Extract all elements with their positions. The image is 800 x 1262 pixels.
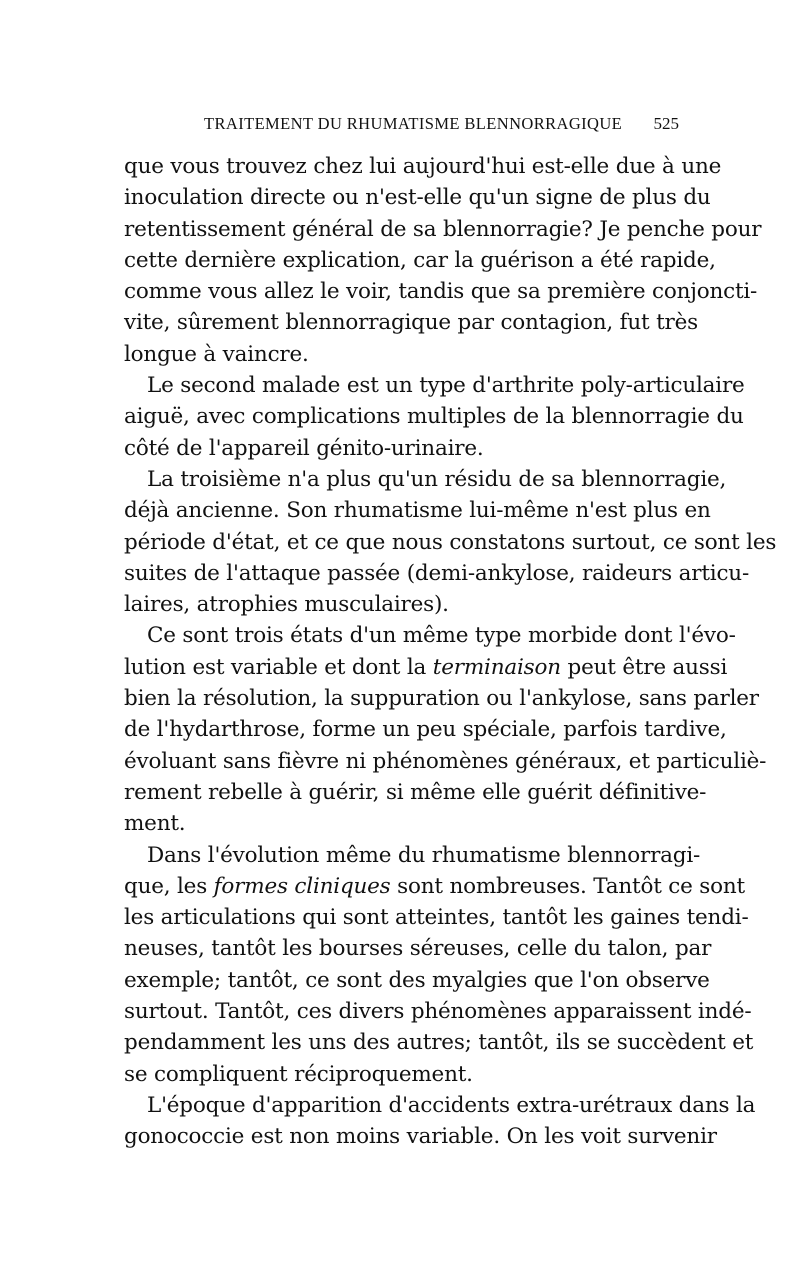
text-line: Dans l'évolution même du rhumatisme blennorragi- (147, 842, 701, 868)
text-fragment: lution est variable et dont la (124, 654, 433, 680)
text-line: pendamment les uns des autres; tantôt, ils se succèdent et (124, 1030, 754, 1056)
text-fragment: peut être aussi (560, 654, 728, 680)
text-line: se compliquent réciproquement. (124, 1061, 473, 1087)
text-line: vite, sûrement blennorragique par contagion, fut très (124, 310, 698, 336)
text-line: L'époque d'apparition d'accidents extra-urétraux dans la (147, 1092, 756, 1118)
text-line: de l'hydarthrose, forme un peu spéciale, parfois tardive, (124, 717, 727, 743)
text-line: neuses, tantôt les bourses séreuses, celle du talon, par (124, 936, 712, 962)
text-line: que vous trouvez chez lui aujourd'hui est-elle due à une (124, 154, 722, 179)
text-line: côté de l'appareil génito-urinaire. (124, 435, 484, 461)
text-line: Le second malade est un type d'arthrite poly-articulaire (147, 373, 745, 399)
text-line: aiguë, avec complications multiples de la blennorragie du (124, 404, 744, 430)
italic-term: terminaison (432, 654, 561, 680)
text-line: rement rebelle à guérir, si même elle guérit définitive- (124, 779, 707, 805)
text-line: laires, atrophies musculaires). (124, 592, 449, 618)
text-line: inoculation directe ou n'est-elle qu'un signe de plus du (124, 185, 711, 211)
text-fragment: sont nombreuses. Tantôt ce sont (390, 873, 745, 899)
running-title: TRAITEMENT DU RHUMATISME BLENNORRAGIQUE (204, 114, 623, 133)
body-text (124, 151, 777, 1153)
text-line: déjà ancienne. Son rhumatisme lui-même n'est plus en (124, 498, 711, 524)
text-line: La troisième n'a plus qu'un résidu de sa blennorragie, (147, 466, 727, 492)
text-line: retentissement général de sa blennorragie? Je penche pour (124, 216, 762, 242)
text-line: cette dernière explication, car la guérison a été rapide, (124, 247, 716, 273)
text-line: ment. (124, 811, 186, 837)
running-head (204, 114, 679, 142)
text-line: les articulations qui sont atteintes, tantôt les gaines tendi- (124, 905, 749, 931)
text-line (124, 652, 728, 683)
text-line: surtout. Tantôt, ces divers phénomènes apparaissent indé- (124, 999, 752, 1025)
text-line: suites de l'attaque passée (demi-ankylose, raideurs articu- (124, 560, 750, 586)
text-line: bien la résolution, la suppuration ou l'ankylose, sans parler (124, 686, 759, 712)
text-line: exemple; tantôt, ce sont des myalgies que l'on observe (124, 967, 710, 993)
text-line: Ce sont trois états d'un même type morbide dont l'évo- (147, 623, 736, 649)
text-line: comme vous allez le voir, tandis que sa première conjoncti- (124, 279, 758, 305)
text-line: période d'état, et ce que nous constatons surtout, ce sont les (124, 529, 777, 555)
page-number: 525 (653, 114, 679, 133)
text-line (124, 871, 745, 902)
italic-term: formes cliniques (213, 873, 391, 899)
text-fragment: que, les (124, 873, 214, 899)
text-line: gonococcie est non moins variable. On les voit survenir (124, 1124, 717, 1150)
text-line: évoluant sans fièvre ni phénomènes généraux, et particuliè- (124, 748, 767, 774)
text-line: longue à vaincre. (124, 341, 309, 367)
